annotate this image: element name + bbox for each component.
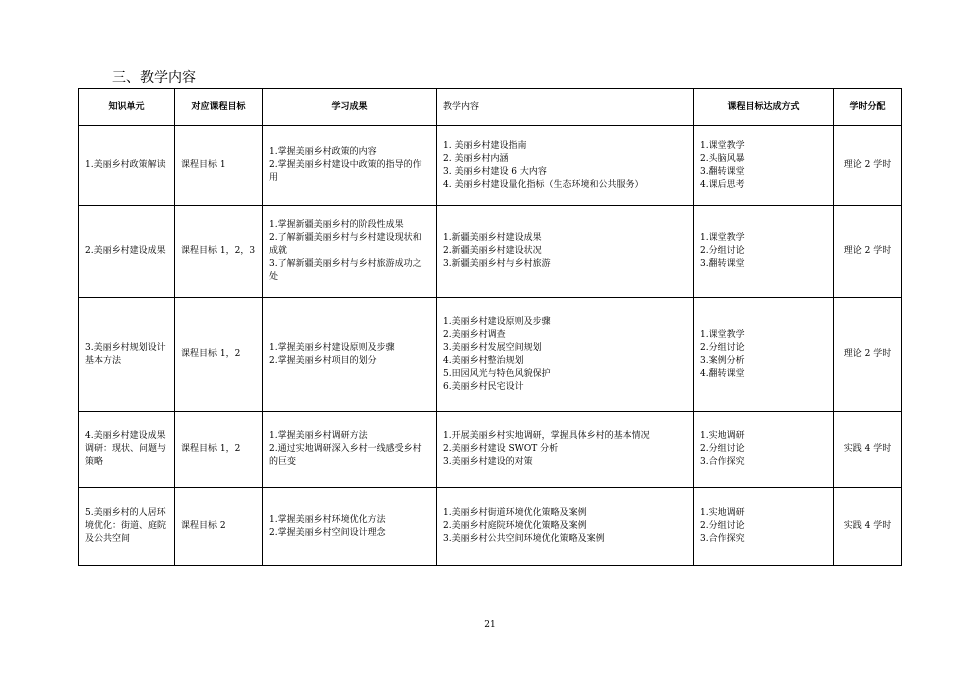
content-line: 2.美丽乡村庭院环境优化策略及案例 (443, 521, 587, 531)
method-line: 2.分组讨论 (700, 342, 745, 353)
cell-teaching-content (437, 488, 694, 566)
content-line: 1.新疆美丽乡村建设成果 (443, 233, 542, 243)
cell-learning-outcome (263, 488, 437, 566)
cell-teaching-content (437, 126, 694, 206)
content-line: 4.美丽乡村整治规划 (443, 355, 524, 366)
method-line: 1.课堂教学 (700, 329, 745, 340)
table-row (79, 206, 902, 298)
cell-teaching-content (437, 412, 694, 488)
outcome-line: 3.了解新疆美丽乡村与乡村旅游成功之处 (269, 259, 422, 282)
cell-achievement-method (694, 412, 834, 488)
cell-achievement-method (694, 126, 834, 206)
cell-teaching-content (437, 298, 694, 412)
outcome-line: 1.掌握新疆美丽乡村的阶段性成果 (269, 220, 404, 230)
method-line: 1.实地调研 (700, 508, 745, 518)
table-row (79, 488, 902, 566)
method-line: 3.合作探究 (700, 534, 745, 544)
cell-knowledge-unit: 3.美丽乡村规划设计基本方法 (79, 298, 175, 412)
content-line: 3. 美丽乡村建设 6 大内容 (443, 166, 547, 177)
teaching-content-table (78, 88, 902, 566)
section-heading: 三、教学内容 (112, 70, 196, 86)
outcome-line: 2.了解新疆美丽乡村与乡村建设现状和成就 (269, 233, 422, 256)
cell-achievement-method (694, 298, 834, 412)
table-row (79, 412, 902, 488)
cell-course-objective: 课程目标 1，2 (175, 412, 263, 488)
header-teaching-content: 教学内容 (437, 89, 694, 126)
method-line: 2.头脑风暴 (700, 153, 745, 164)
content-line: 3.美丽乡村发展空间规划 (443, 342, 542, 353)
content-line: 6.美丽乡村民宅设计 (443, 381, 524, 392)
method-line: 3.合作探究 (700, 457, 745, 467)
cell-hours: 理论 2 学时 (834, 126, 902, 206)
outcome-line: 1.掌握美丽乡村环境优化方法 (269, 514, 386, 525)
cell-hours: 实践 4 学时 (834, 488, 902, 566)
header-course-objective: 对应课程目标 (175, 89, 263, 126)
outcome-line: 1.掌握美丽乡村调研方法 (269, 431, 368, 441)
cell-hours: 实践 4 学时 (834, 412, 902, 488)
method-line: 3.翻转课堂 (700, 166, 745, 177)
method-line: 4.课后思考 (700, 179, 745, 190)
content-line: 3.新疆美丽乡村与乡村旅游 (443, 259, 551, 269)
cell-knowledge-unit: 5.美丽乡村的人居环境优化：街道、庭院及公共空间 (79, 488, 175, 566)
method-line: 2.分组讨论 (700, 444, 745, 454)
cell-course-objective: 课程目标 2 (175, 488, 263, 566)
table-row (79, 126, 902, 206)
cell-course-objective: 课程目标 1，2，3 (175, 206, 263, 298)
method-line: 2.分组讨论 (700, 246, 745, 256)
cell-course-objective: 课程目标 1，2 (175, 298, 263, 412)
cell-knowledge-unit: 2.美丽乡村建设成果 (79, 206, 175, 298)
content-line: 2. 美丽乡村内涵 (443, 153, 509, 164)
cell-hours: 理论 2 学时 (834, 206, 902, 298)
outcome-line: 2.掌握美丽乡村项目的划分 (269, 355, 377, 366)
method-line: 4.翻转课堂 (700, 368, 745, 379)
cell-achievement-method (694, 488, 834, 566)
header-hours: 学时分配 (834, 89, 902, 126)
content-line: 1.美丽乡村街道环境优化策略及案例 (443, 508, 587, 518)
method-line: 3.翻转课堂 (700, 259, 745, 269)
content-line: 4. 美丽乡村建设量化指标（生态环境和公共服务） (443, 179, 644, 190)
method-line: 2.分组讨论 (700, 521, 745, 531)
cell-learning-outcome (263, 298, 437, 412)
content-line: 2.美丽乡村建设 SWOT 分析 (443, 444, 559, 454)
content-line: 2.美丽乡村调查 (443, 329, 506, 340)
method-line: 1.课堂教学 (700, 140, 745, 151)
table-header-row (79, 89, 902, 126)
table-row (79, 298, 902, 412)
content-line: 1.美丽乡村建设原则及步骤 (443, 316, 551, 327)
outcome-line: 1.掌握美丽乡村政策的内容 (269, 147, 377, 157)
header-knowledge-unit: 知识单元 (79, 89, 175, 126)
outcome-line: 2.掌握美丽乡村空间设计理念 (269, 527, 386, 538)
cell-knowledge-unit: 4.美丽乡村建设成果调研：现状、问题与策略 (79, 412, 175, 488)
cell-teaching-content (437, 206, 694, 298)
page-number: 21 (484, 620, 496, 630)
method-line: 1.实地调研 (700, 431, 745, 441)
content-line: 2.新疆美丽乡村建设状况 (443, 246, 542, 256)
method-line: 1.课堂教学 (700, 233, 745, 243)
cell-course-objective: 课程目标 1 (175, 126, 263, 206)
content-line: 1. 美丽乡村建设指南 (443, 140, 527, 151)
content-line: 1.开展美丽乡村实地调研，掌握具体乡村的基本情况 (443, 431, 650, 441)
cell-achievement-method (694, 206, 834, 298)
outcome-line: 2.掌握美丽乡村建设中政策的指导的作用 (269, 160, 422, 183)
content-line: 3.美丽乡村建设的对策 (443, 457, 533, 467)
header-achievement-method: 课程目标达成方式 (694, 89, 834, 126)
cell-learning-outcome (263, 412, 437, 488)
header-learning-outcome: 学习成果 (263, 89, 437, 126)
cell-learning-outcome (263, 206, 437, 298)
outcome-line: 2.通过实地调研深入乡村一线感受乡村的巨变 (269, 444, 422, 467)
cell-knowledge-unit: 1.美丽乡村政策解读 (79, 126, 175, 206)
cell-learning-outcome (263, 126, 437, 206)
method-line: 3.案例分析 (700, 355, 745, 366)
outcome-line: 1.掌握美丽乡村建设原则及步骤 (269, 342, 395, 353)
content-line: 3.美丽乡村公共空间环境优化策略及案例 (443, 534, 605, 544)
cell-hours: 理论 2 学时 (834, 298, 902, 412)
content-line: 5.田园风光与特色风貌保护 (443, 368, 551, 379)
